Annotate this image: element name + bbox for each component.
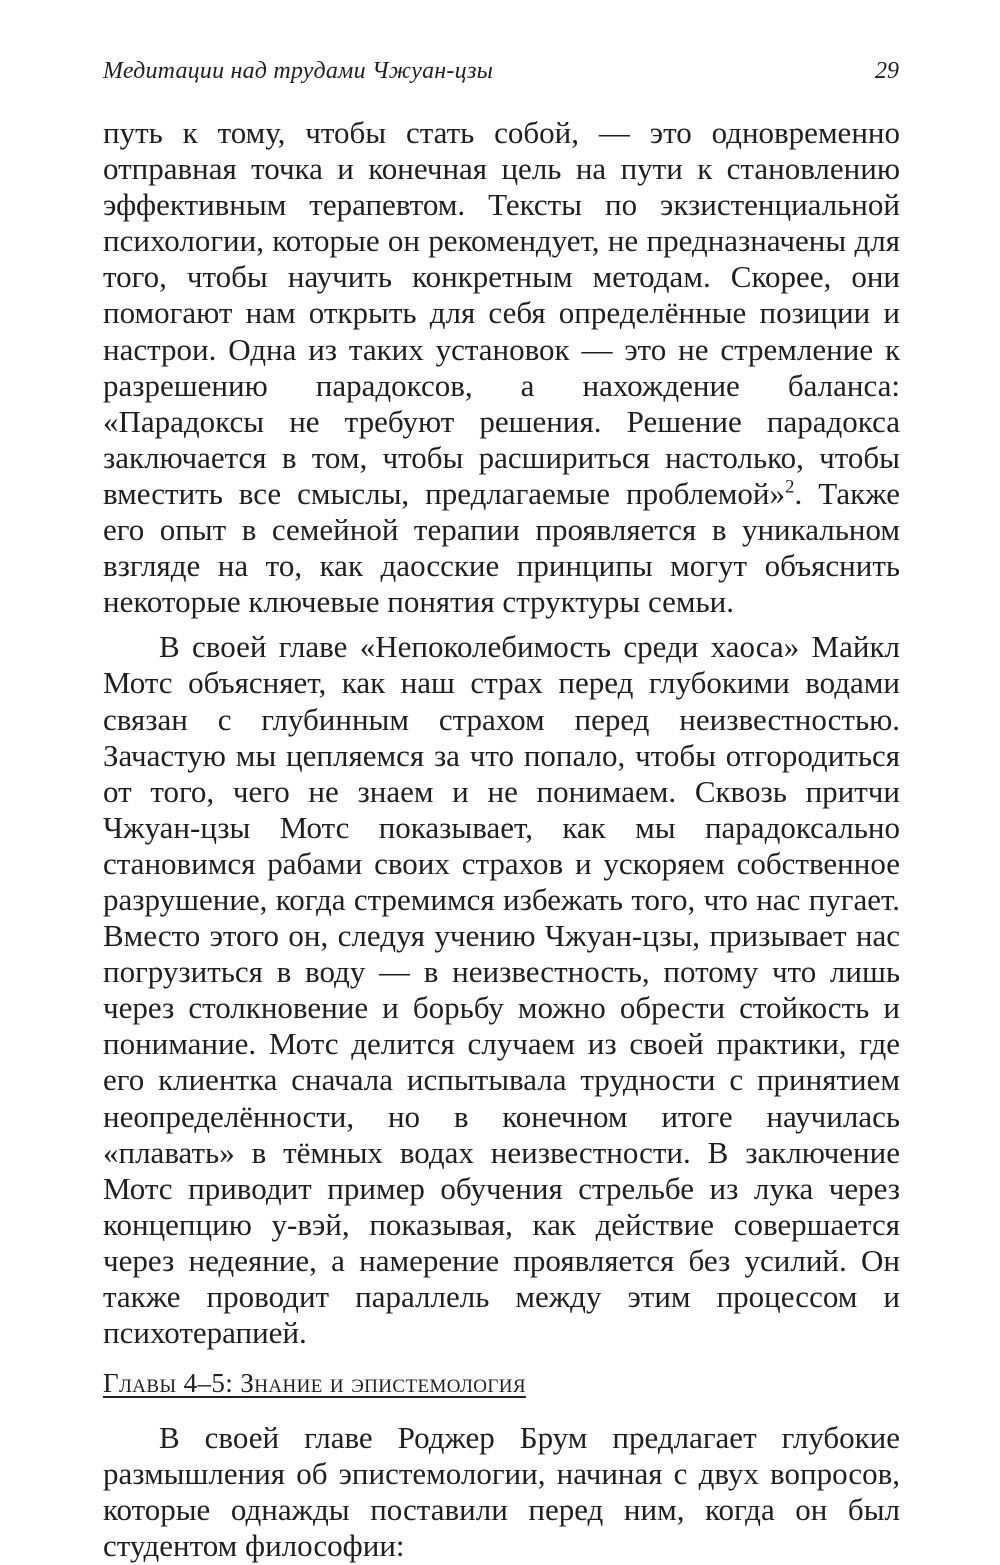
section-heading: Главы 4–5: Знание и эпистемология — [103, 1368, 526, 1399]
page-number: 29 — [875, 58, 899, 84]
paragraph-text: . Также его опыт в семейной терапии проявляется в уникальном взгляде на то, как даосские принципы могут объяснить некоторые ключевые понятия структуры семьи. — [103, 475, 900, 620]
running-title: Медитации над трудами Чжуан-цзы — [103, 58, 494, 84]
paragraph-text: путь к тому, чтобы стать собой, — это одновременно отправная точка и конечная цель на пути к становлению эффективным терапевтом. Тексты по экзистенциальной психологии, которые он рекомендует, не предназначены для того, чтобы научить конкретным методам. Скорее, они помогают нам открыть для себя определённые позиции и настрои. Одна из таких установок — это не стремление к разрешению парадоксов, а нахождение баланса: «Парадоксы не требуют решения. Решение парадокса заключается в том, чтобы расшириться настолько, чтобы вместить все смыслы, предлагаемые проблемой» — [103, 115, 900, 511]
paragraph-broom-chapter: В своей главе Роджер Брум предлагает глубокие размышления об эпистемологии, начиная с двух вопросов, которые однажды поставили перед ним, когда он был студентом философии: — [103, 1420, 900, 1564]
paragraph-motts-chapter: В своей главе «Непоколебимость среди хаоса» Майкл Мотс объясняет, как наш страх перед глубокими водами связан с глубинным страхом перед неизвестностью. Зачастую мы цепляемся за что попало, чтобы отгородиться от того, чего не знаем и не понимаем. Сквозь притчи Чжуан-цзы Мотс показывает, как мы парадоксально становимся рабами своих страхов и ускоряем собственное разрушение, когда стремимся избежать того, что нас пугает. Вместо этого он, следуя учению Чжуан-цзы, призывает нас погрузиться в воду — в неизвестность, потому что лишь через столкновение и борьбу можно обрести стойкость и понимание. Мотс делится случаем из своей практики, где его клиентка сначала испытывала трудности с принятием неопределённости, но в конечном итоге научилась «плавать» в тёмных водах неизвестности. В заключение Мотс приводит пример обучения стрельбе из лука через концепцию у-вэй, показывая, как действие совершается через недеяние, а намерение проявляется без усилий. Он также проводит параллель между этим процессом и психотерапией. — [103, 629, 900, 1351]
footnote-reference: 2 — [785, 476, 795, 498]
paragraph-continuation — [103, 115, 900, 620]
body-text — [103, 115, 900, 1565]
